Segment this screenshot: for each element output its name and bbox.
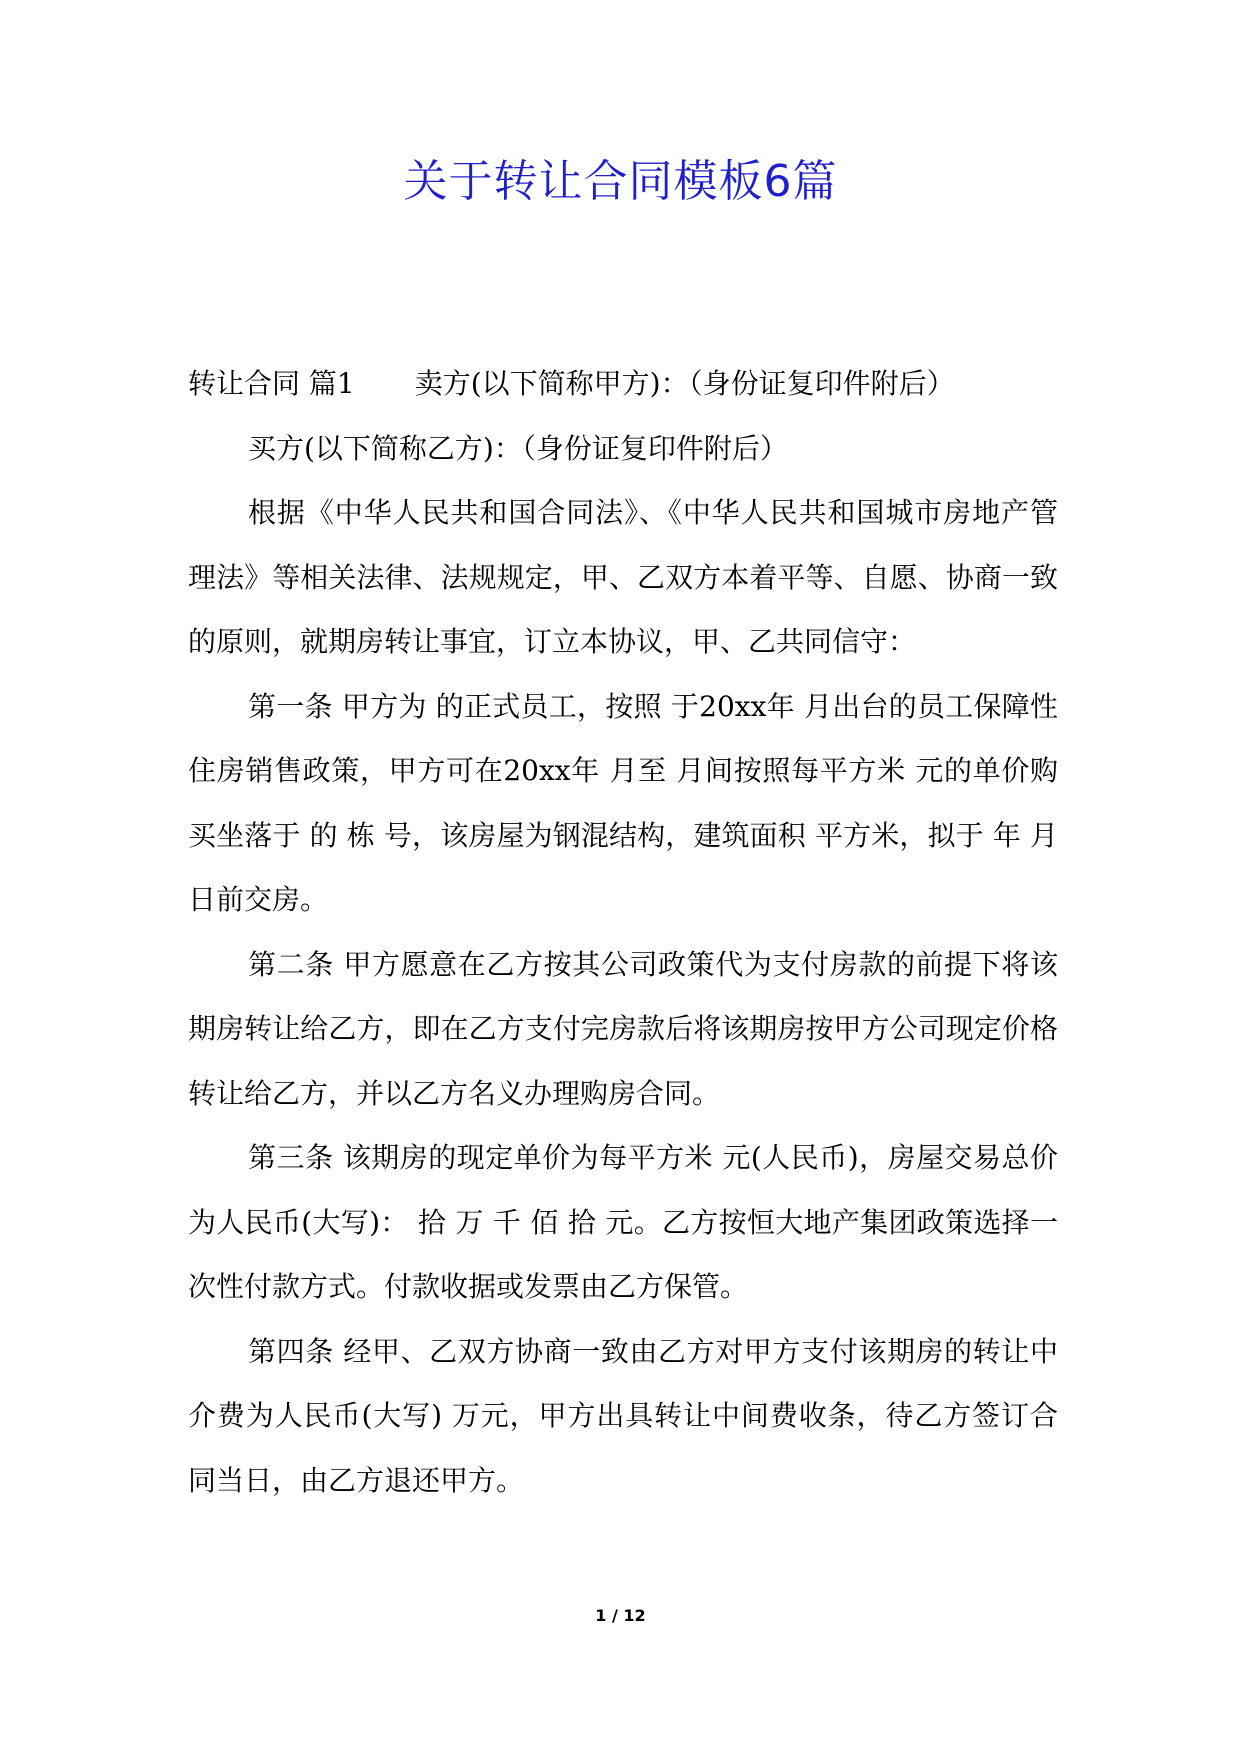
document-body <box>188 352 1058 1513</box>
paragraph-buyer: 买方(以下简称乙方)：（身份证复印件附后） <box>248 431 788 465</box>
paragraph-article-2: 第二条 甲方愿意在乙方按其公司政策代为支付房款的前提下将该期房转让给乙方，即在乙方支付完房款后将该期房按甲方公司现定价格转让给乙方，并以乙方名义办理购房合同。 <box>188 947 1058 1110</box>
section-heading: 转让合同 篇1 <box>188 367 355 400</box>
document-title: 关于转让合同模板6篇 <box>403 156 838 207</box>
seller-line: 卖方(以下简称甲方)：（身份证复印件附后） <box>414 367 955 400</box>
paragraph-preamble: 根据《中华人民共和国合同法》、《中华人民共和国城市房地产管理法》等相关法律、法规规定，甲、乙双方本着平等、自愿、协商一致的原则，就期房转让事宜，订立本协议，甲、乙共同信守： <box>188 496 1058 658</box>
page-number: 1 / 12 <box>595 1606 646 1625</box>
paragraph-article-1: 第一条 甲方为 的正式员工，按照 于20xx年 月出台的员工保障性住房销售政策，甲方可在20xx年 月至 月间按照每平方米 元的单价购买坐落于 的 栋 号，该房屋为钢混结构，建筑面积 平方米，拟于 年 月 日前交房。 <box>188 689 1058 916</box>
paragraph-article-3: 第三条 该期房的现定单价为每平方米 元(人民币)，房屋交易总价为人民币(大写)： 拾 万 千 佰 拾 元。乙方按恒大地产集团政策选择一次性付款方式。付款收据或发票由乙方保管。 <box>188 1141 1058 1303</box>
paragraph-article-4: 第四条 经甲、乙双方协商一致由乙方对甲方支付该期房的转让中介费为人民币(大写) 万元，甲方出具转让中间费收条，待乙方签订合同当日，由乙方退还甲方。 <box>188 1334 1058 1497</box>
paragraph-seller <box>188 352 1058 417</box>
